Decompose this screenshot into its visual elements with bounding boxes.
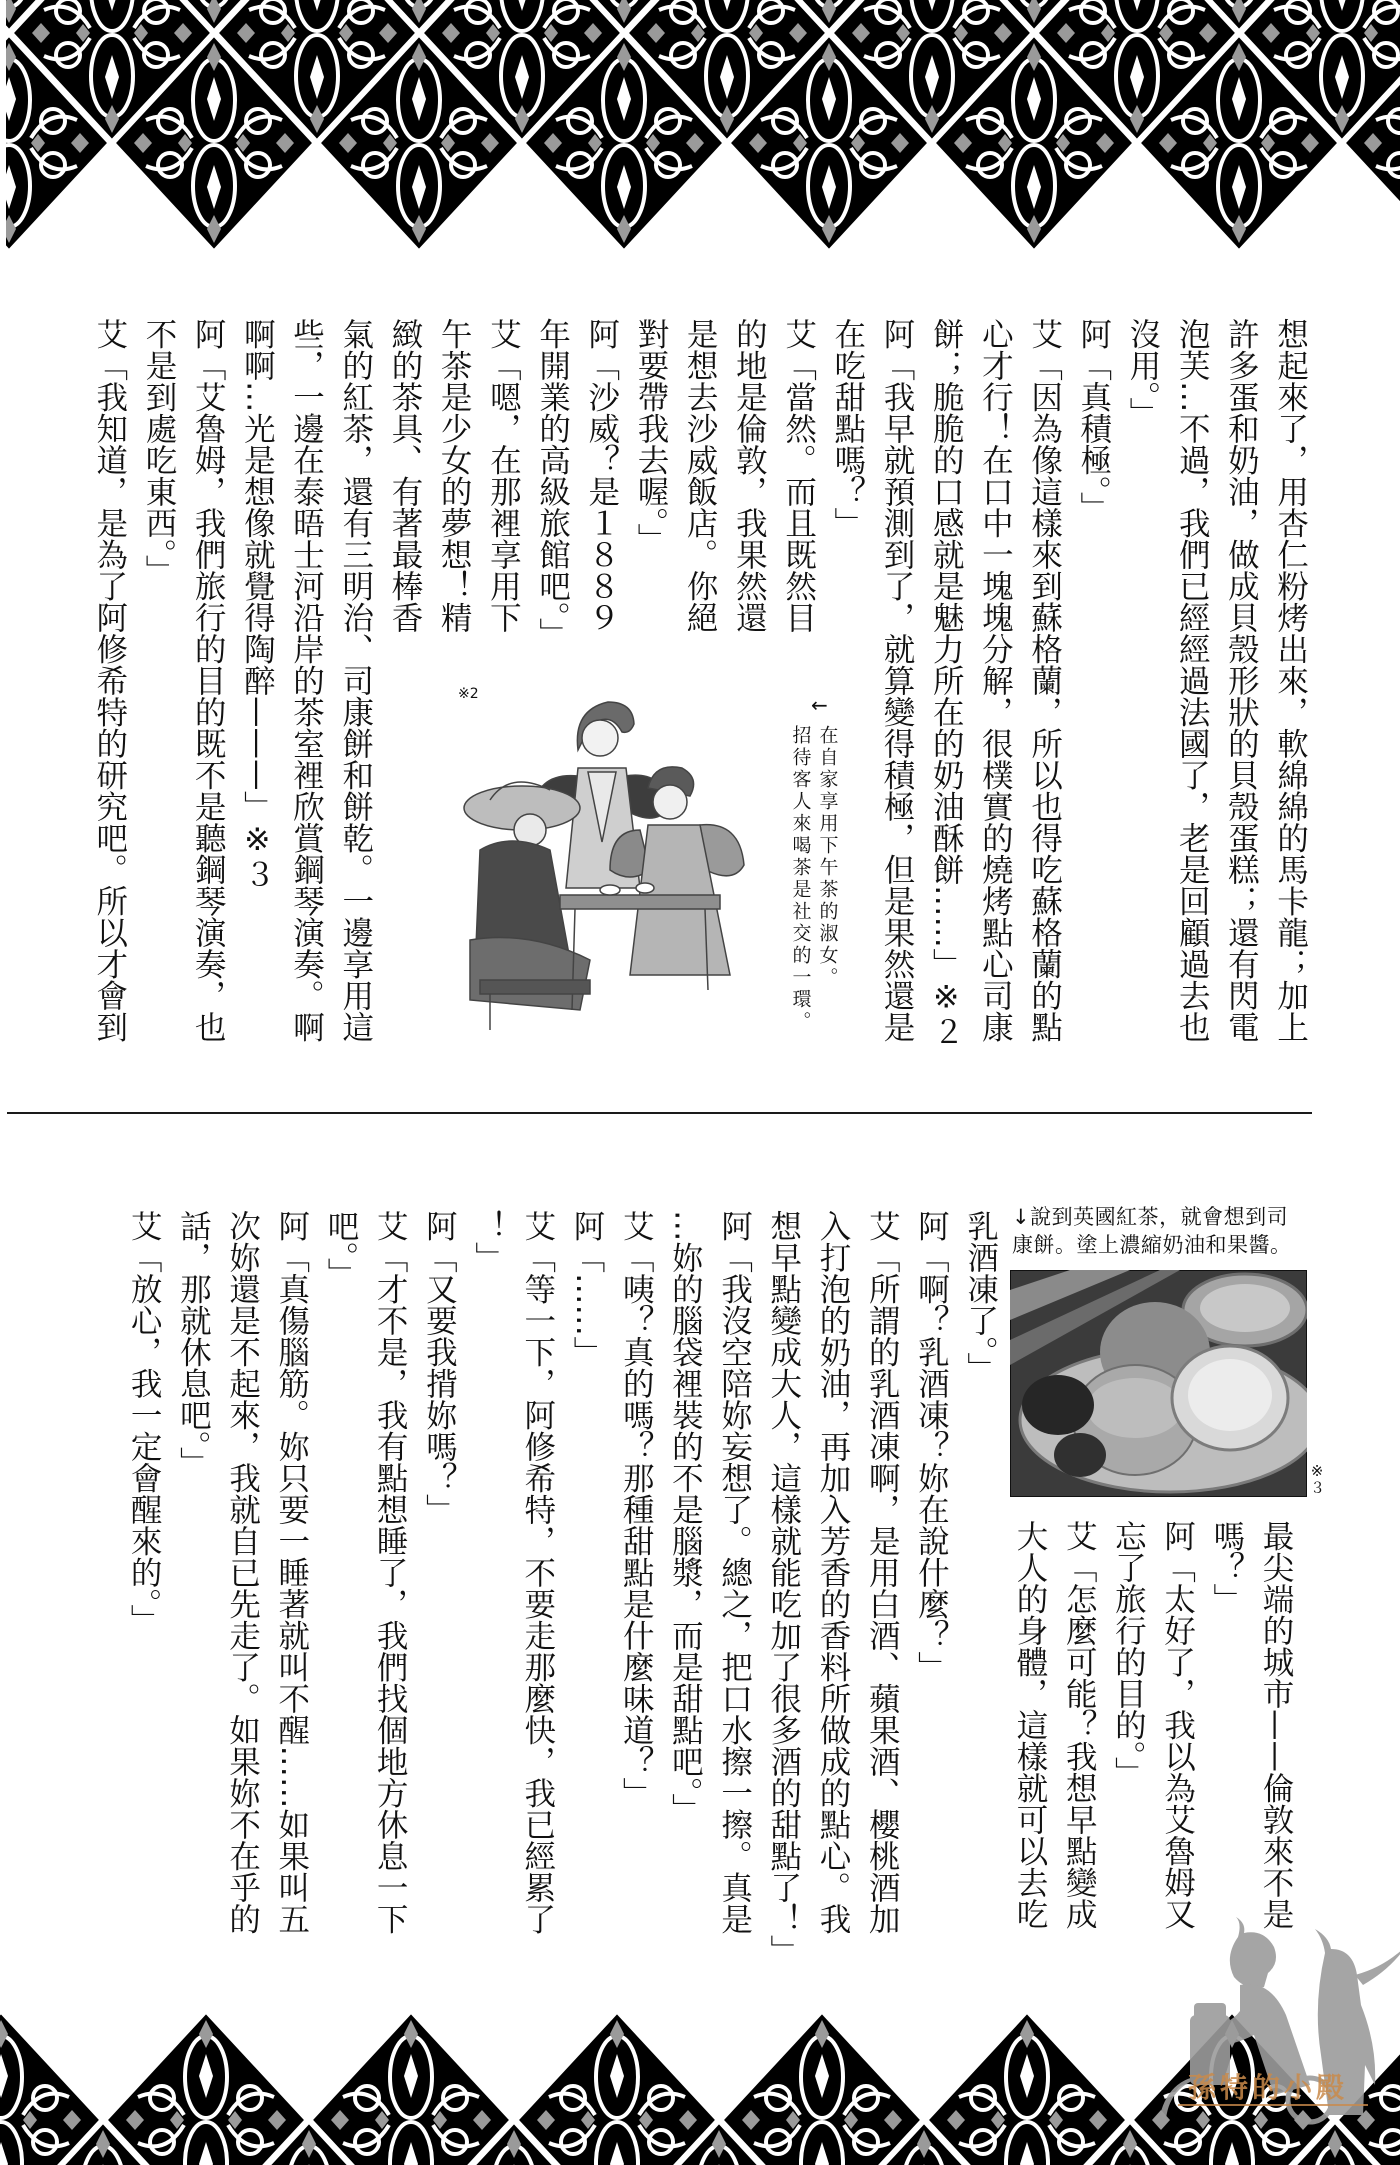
text-column: 艾「我知道，是為了阿修希特的研究吧。所以才會到 [91,318,128,1043]
text-column: 阿「艾魯姆，我們旅行的目的既不是聽鋼琴演奏，也 [190,318,227,1043]
text-column: 阿「……」 [568,1210,605,1368]
text-column: 想起來了，用杏仁粉烤出來，軟綿綿的馬卡龍；加上 [1272,318,1309,1043]
text-column: 沒用。」 [1125,318,1161,429]
text-column: 阿「我早就預測到了，就算變得積極，但是果然還是 [878,318,915,1043]
text-column: 大人的身體，這樣就可以去吃 [1011,1520,1048,1930]
text-column: 許多蛋和奶油，做成貝殼形狀的貝殼蛋糕；還有閃電 [1223,318,1260,1043]
text-column: 阿「沙威？是１８８９ [583,318,620,633]
text-column: 最尖端的城市——倫敦來不是 [1258,1520,1294,1930]
photo-scones-with-cream-and-jam [1010,1270,1307,1497]
text-column: 些，一邊在泰晤士河沿岸的茶室裡欣賞鋼琴演奏。啊 [288,318,325,1043]
text-column: 阿「又要我揹妳嗎？」 [421,1210,458,1525]
top-border-pattern [0,0,1400,262]
text-column: 艾「嗯，在那裡享用下 [485,318,522,633]
text-column: 艾「等一下，阿修希特，不要走那麼快，我已經累了 [519,1210,556,1935]
text-column: 艾「所謂的乳酒凍啊，是用白酒、蘋果酒、櫻桃酒加 [864,1210,901,1935]
text-column: 次妳還是不起來，我就自已先走了。如果妳不在乎的 [224,1210,261,1935]
text-column: 阿「我沒空陪妳妄想了。總之，把口水擦一擦。真是 [716,1210,753,1935]
text-column: 啊啊…光是想像就覺得陶醉———」※３ [239,318,276,890]
text-column: ！」 [470,1210,507,1273]
text-column: 艾「放心，我一定會醒來的。」 [126,1210,163,1636]
text-column: 忘了旅行的目的。」 [1110,1520,1147,1788]
bottom-right-text-block [1005,1520,1300,1960]
text-column: 氣的紅茶，還有三明治、司康餅和餅乾。一邊享用這 [337,318,374,1043]
text-column: 阿「真傷腦筋。妳只要一睡著就叫不醒……如果叫五 [273,1210,310,1935]
text-column: 嗎？」 [1208,1520,1245,1615]
text-column: 餅；脆脆的口感就是魅力所在的奶油酥餅……」※２ [928,318,965,1047]
text-column: 艾「才不是，我有點想睡了，我們找個地方休息一下 [372,1210,409,1935]
caption-column: 招待客人來喝茶是社交的一環。 [789,725,812,1033]
text-column: 話，那就休息吧。」 [175,1210,212,1478]
photo-caption [1012,1203,1312,1259]
watermark-text: 孫特的小殿 [1188,2071,1349,2104]
text-column: 的地是倫敦，我果然還 [731,318,768,633]
text-column: 艾「怎麼可能？我想早點變成 [1061,1520,1098,1930]
photo-caption-line: ↓說到英國紅茶，就會想到司 [1012,1205,1289,1229]
text-column: 吧。」 [322,1210,359,1289]
text-column: 阿「真積極。」 [1075,318,1112,523]
text-column: 年開業的高級旅館吧。」 [534,318,571,649]
illustration-caption [787,725,841,1033]
text-column: 在吃甜點嗎？」 [829,318,866,539]
illustration-note-label: ※2 [458,686,479,702]
text-column: 是想去沙威飯店。你絕 [682,318,719,633]
text-column: 阿「啊？乳酒凍？妳在說什麼？」 [913,1210,950,1683]
text-column: 乳酒凍了。」 [962,1210,999,1384]
text-column: 不是到處吃東西。」 [140,318,177,586]
text-column: 艾「當然。而且既然目 [780,318,817,633]
photo-caption-line: 康餅。塗上濃縮奶油和果醬。 [1012,1233,1292,1257]
watermark-underline [1178,2104,1368,2106]
photo-note-label: ※３ [1308,1462,1326,1495]
text-column: 泡芙…不過，我們已經經過法國了，老是回顧過去也 [1174,318,1211,1043]
text-column: 阿「太好了，我以為艾魯姆又 [1159,1520,1196,1930]
text-column: 午茶是少女的夢想！精 [436,318,473,633]
text-column: 艾「咦？真的嗎？那種甜點是什麼味道？」 [618,1210,655,1809]
caption-column: 在自家享用下午茶的淑女。 [816,725,839,989]
illustration-ladies-tea [460,690,775,1035]
text-column: 入打泡的奶油，再加入芳香的香料所做成的點心。我 [815,1210,851,1935]
section-divider [7,1112,1312,1114]
text-column: 心才行！在口中一塊塊分解，很樸實的燒烤點心司康 [977,318,1014,1043]
text-column: …妳的腦袋裡裝的不是腦漿，而是甜點吧。」 [667,1210,704,1825]
bottom-main-text-block [119,1210,1005,1970]
text-column: 對要帶我去喔。」 [632,318,669,555]
text-column: 艾「因為像這樣來到蘇格蘭，所以也得吃蘇格蘭的點 [1026,318,1063,1043]
text-column: 緻的茶具、有著最棒香 [386,318,423,633]
text-column: 想早點變成大人，這樣就能吃加了很多酒的甜點了！」 [765,1210,802,1966]
left-arrow-icon: ← [811,693,828,717]
